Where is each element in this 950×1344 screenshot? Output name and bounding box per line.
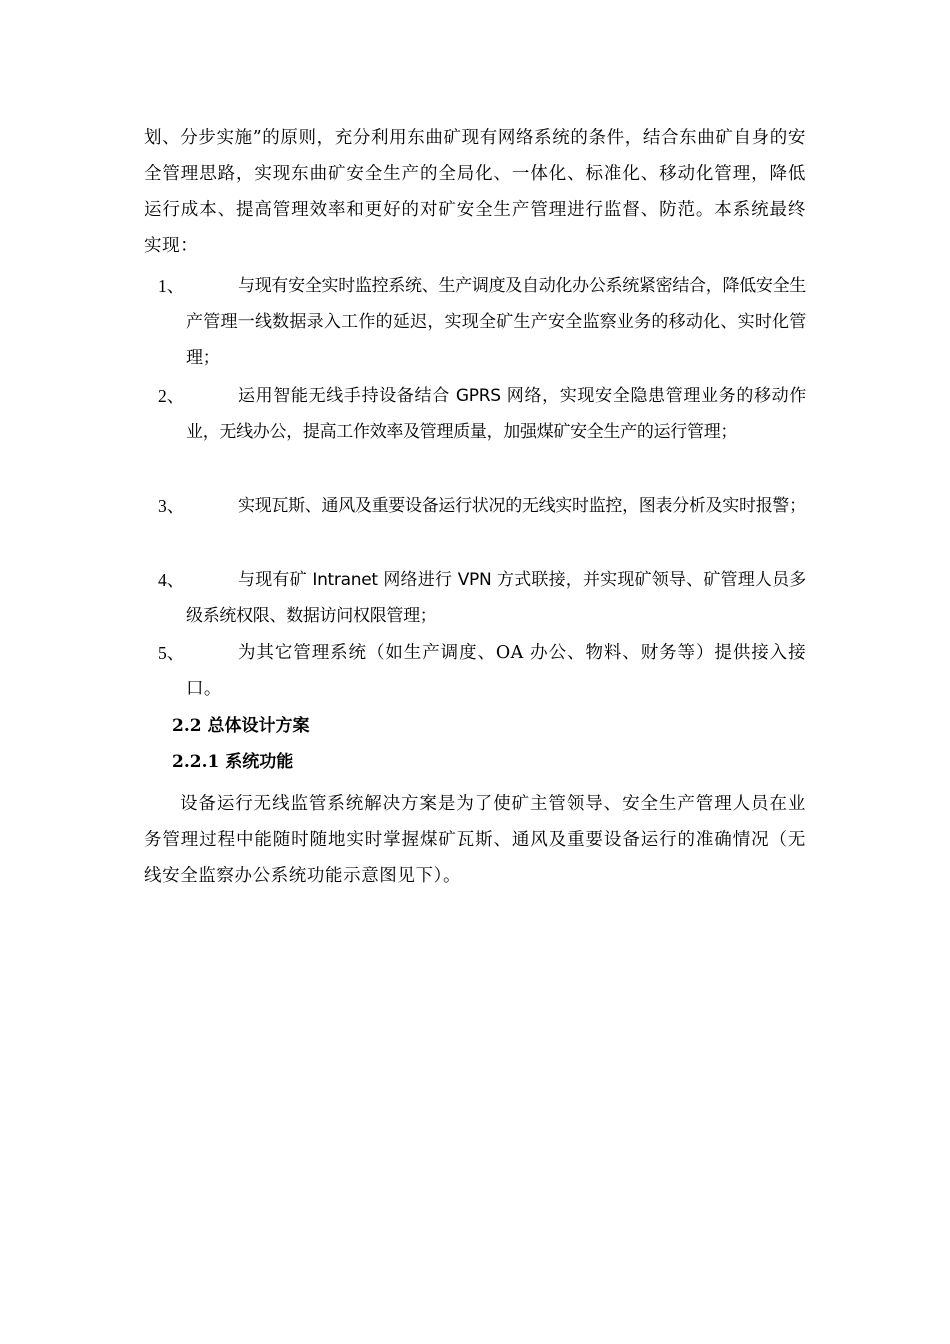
list-item-text: 运用智能无线手持设备结合 GPRS 网络，实现安全隐患管理业务的移动作业，无线办公，提高工作效率及管理质量，加强煤矿安全生产的运行管理； <box>186 386 806 442</box>
list-item-text: 为其它管理系统（如生产调度、OA 办公、物料、财务等）提供接入接口。 <box>186 643 806 699</box>
list-item-number: 2、 <box>158 386 185 406</box>
body-paragraph: 设备运行无线监管系统解决方案是为了使矿主管领导、安全生产管理人员在业务管理过程中能随时随地实时掌握煤矿瓦斯、通风及重要设备运行的准确情况（无线安全监察办公系统功能示意图见下）。 <box>144 794 806 886</box>
section-heading: 2.2 总体设计方案 <box>172 716 310 736</box>
subsection-heading: 2.2.1 系统功能 <box>172 752 294 772</box>
list-item-text: 与现有矿 Intranet 网络进行 VPN 方式联接，并实现矿领导、矿管理人员多级系统权限、数据访问权限管理； <box>186 570 806 626</box>
list-item-number: 5、 <box>158 643 185 663</box>
intro-paragraph: 划、分步实施”的原则，充分利用东曲矿现有网络系统的条件，结合东曲矿自身的安全管理思路，实现东曲矿安全生产的全局化、一体化、标准化、移动化管理，降低运行成本、提高管理效率和更好的对矿安全生产管理进行监督、防范。本系统最终实现： <box>144 128 806 256</box>
list-item-number: 1、 <box>158 276 185 296</box>
list-item-number: 3、 <box>158 496 185 516</box>
list-item-text: 实现瓦斯、通风及重要设备运行状况的无线实时监控，图表分析及实时报警； <box>238 496 806 516</box>
list-item-number: 4、 <box>158 570 185 590</box>
list-item-text: 与现有安全实时监控系统、生产调度及自动化办公系统紧密结合，降低安全生产管理一线数据录入工作的延迟，实现全矿生产安全监察业务的移动化、实时化管理； <box>186 276 806 368</box>
